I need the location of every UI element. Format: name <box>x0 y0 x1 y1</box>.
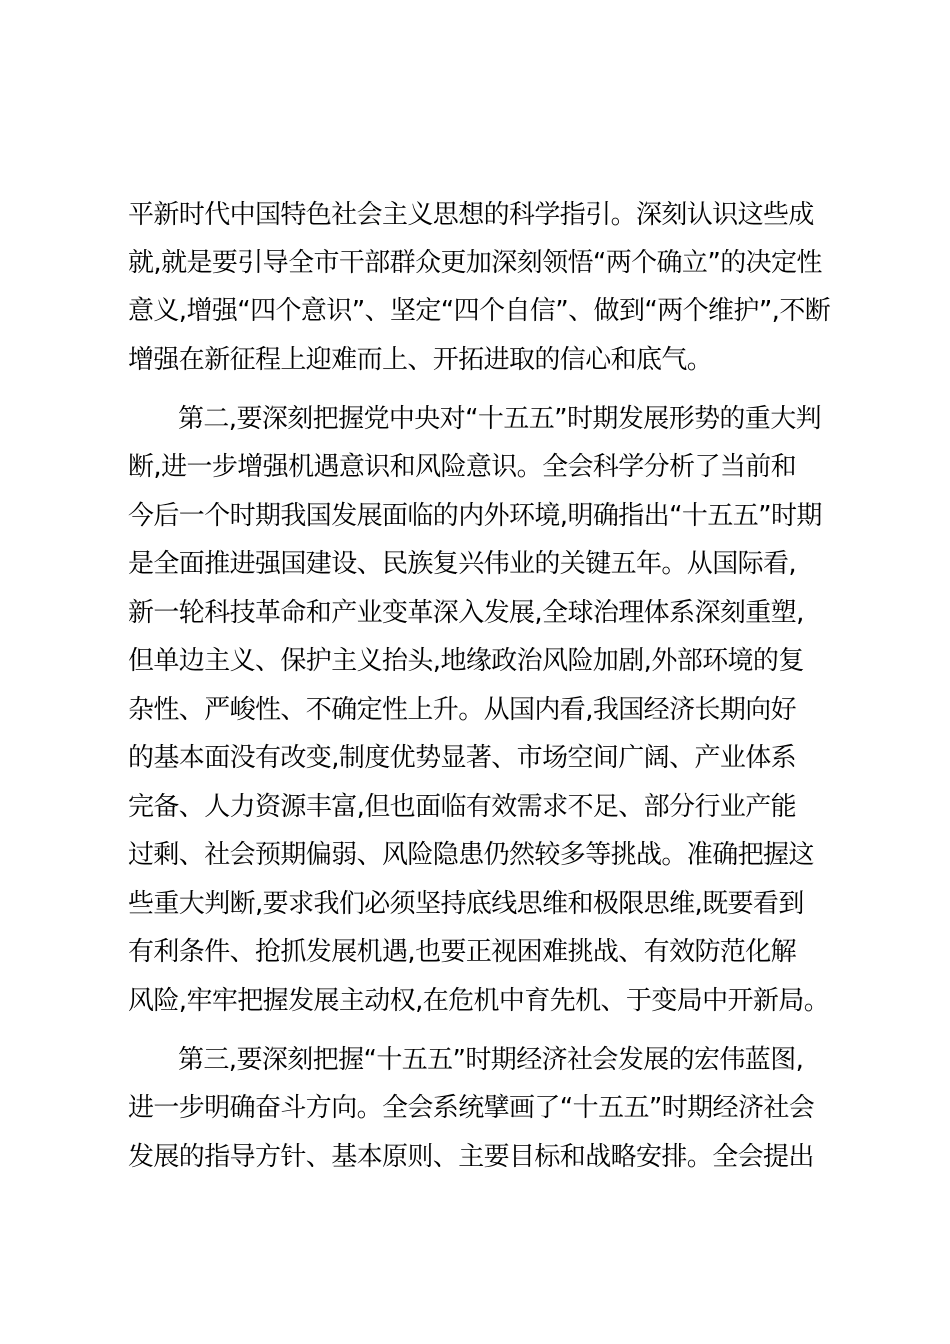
text-line: 新一轮科技革命和产业变革深入发展,全球治理体系深刻重塑, <box>128 598 804 628</box>
text-line: 断,进一步增强机遇意识和风险意识。全会科学分析了当前和 <box>128 452 797 482</box>
text-line: 是全面推进强国建设、民族复兴伟业的关键五年。从国际看, <box>128 549 797 579</box>
text-line: 意义,增强“四个意识”、坚定“四个自信”、做到“两个维护”,不断 <box>128 296 831 326</box>
text-line: 平新时代中国特色社会主义思想的科学指引。深刻认识这些成 <box>128 200 814 230</box>
text-line: 就,就是要引导全市干部群众更加深刻领悟“两个确立”的决定性 <box>128 248 822 278</box>
text-line: 进一步明确奋斗方向。全会系统擘画了“十五五”时期经济社会 <box>128 1093 815 1123</box>
text-line: 有利条件、抢抓发展机遇,也要正视困难挑战、有效防范化解 <box>128 937 797 967</box>
text-line: 增强在新征程上迎难而上、开拓进取的信心和底气。 <box>128 345 713 375</box>
text-line: 完备、人力资源丰富,但也面临有效需求不足、部分行业产能 <box>128 792 797 822</box>
text-line: 杂性、严峻性、不确定性上升。从国内看,我国经济长期向好 <box>128 695 797 725</box>
text-line: 今后一个时期我国发展面临的内外环境,明确指出“十五五”时期 <box>128 501 822 531</box>
text-line: 风险,牢牢把握发展主动权,在危机中育先机、于变局中开新局。 <box>128 986 830 1016</box>
text-line: 的基本面没有改变,制度优势显著、市场空间广阔、产业体系 <box>128 743 797 773</box>
text-line: 过剩、社会预期偏弱、风险隐患仍然较多等挑战。准确把握这 <box>128 840 814 870</box>
text-line: 些重大判断,要求我们必须坚持底线思维和极限思维,既要看到 <box>128 889 804 919</box>
text-line: 第三,要深刻把握“十五五”时期经济社会发展的宏伟蓝图, <box>178 1045 804 1075</box>
text-line: 但单边主义、保护主义抬头,地缘政治风险加剧,外部环境的复 <box>128 646 804 676</box>
text-line: 第二,要深刻把握党中央对“十五五”时期发展形势的重大判 <box>178 404 822 434</box>
text-line: 发展的指导方针、基本原则、主要目标和战略安排。全会提出 <box>128 1142 814 1172</box>
